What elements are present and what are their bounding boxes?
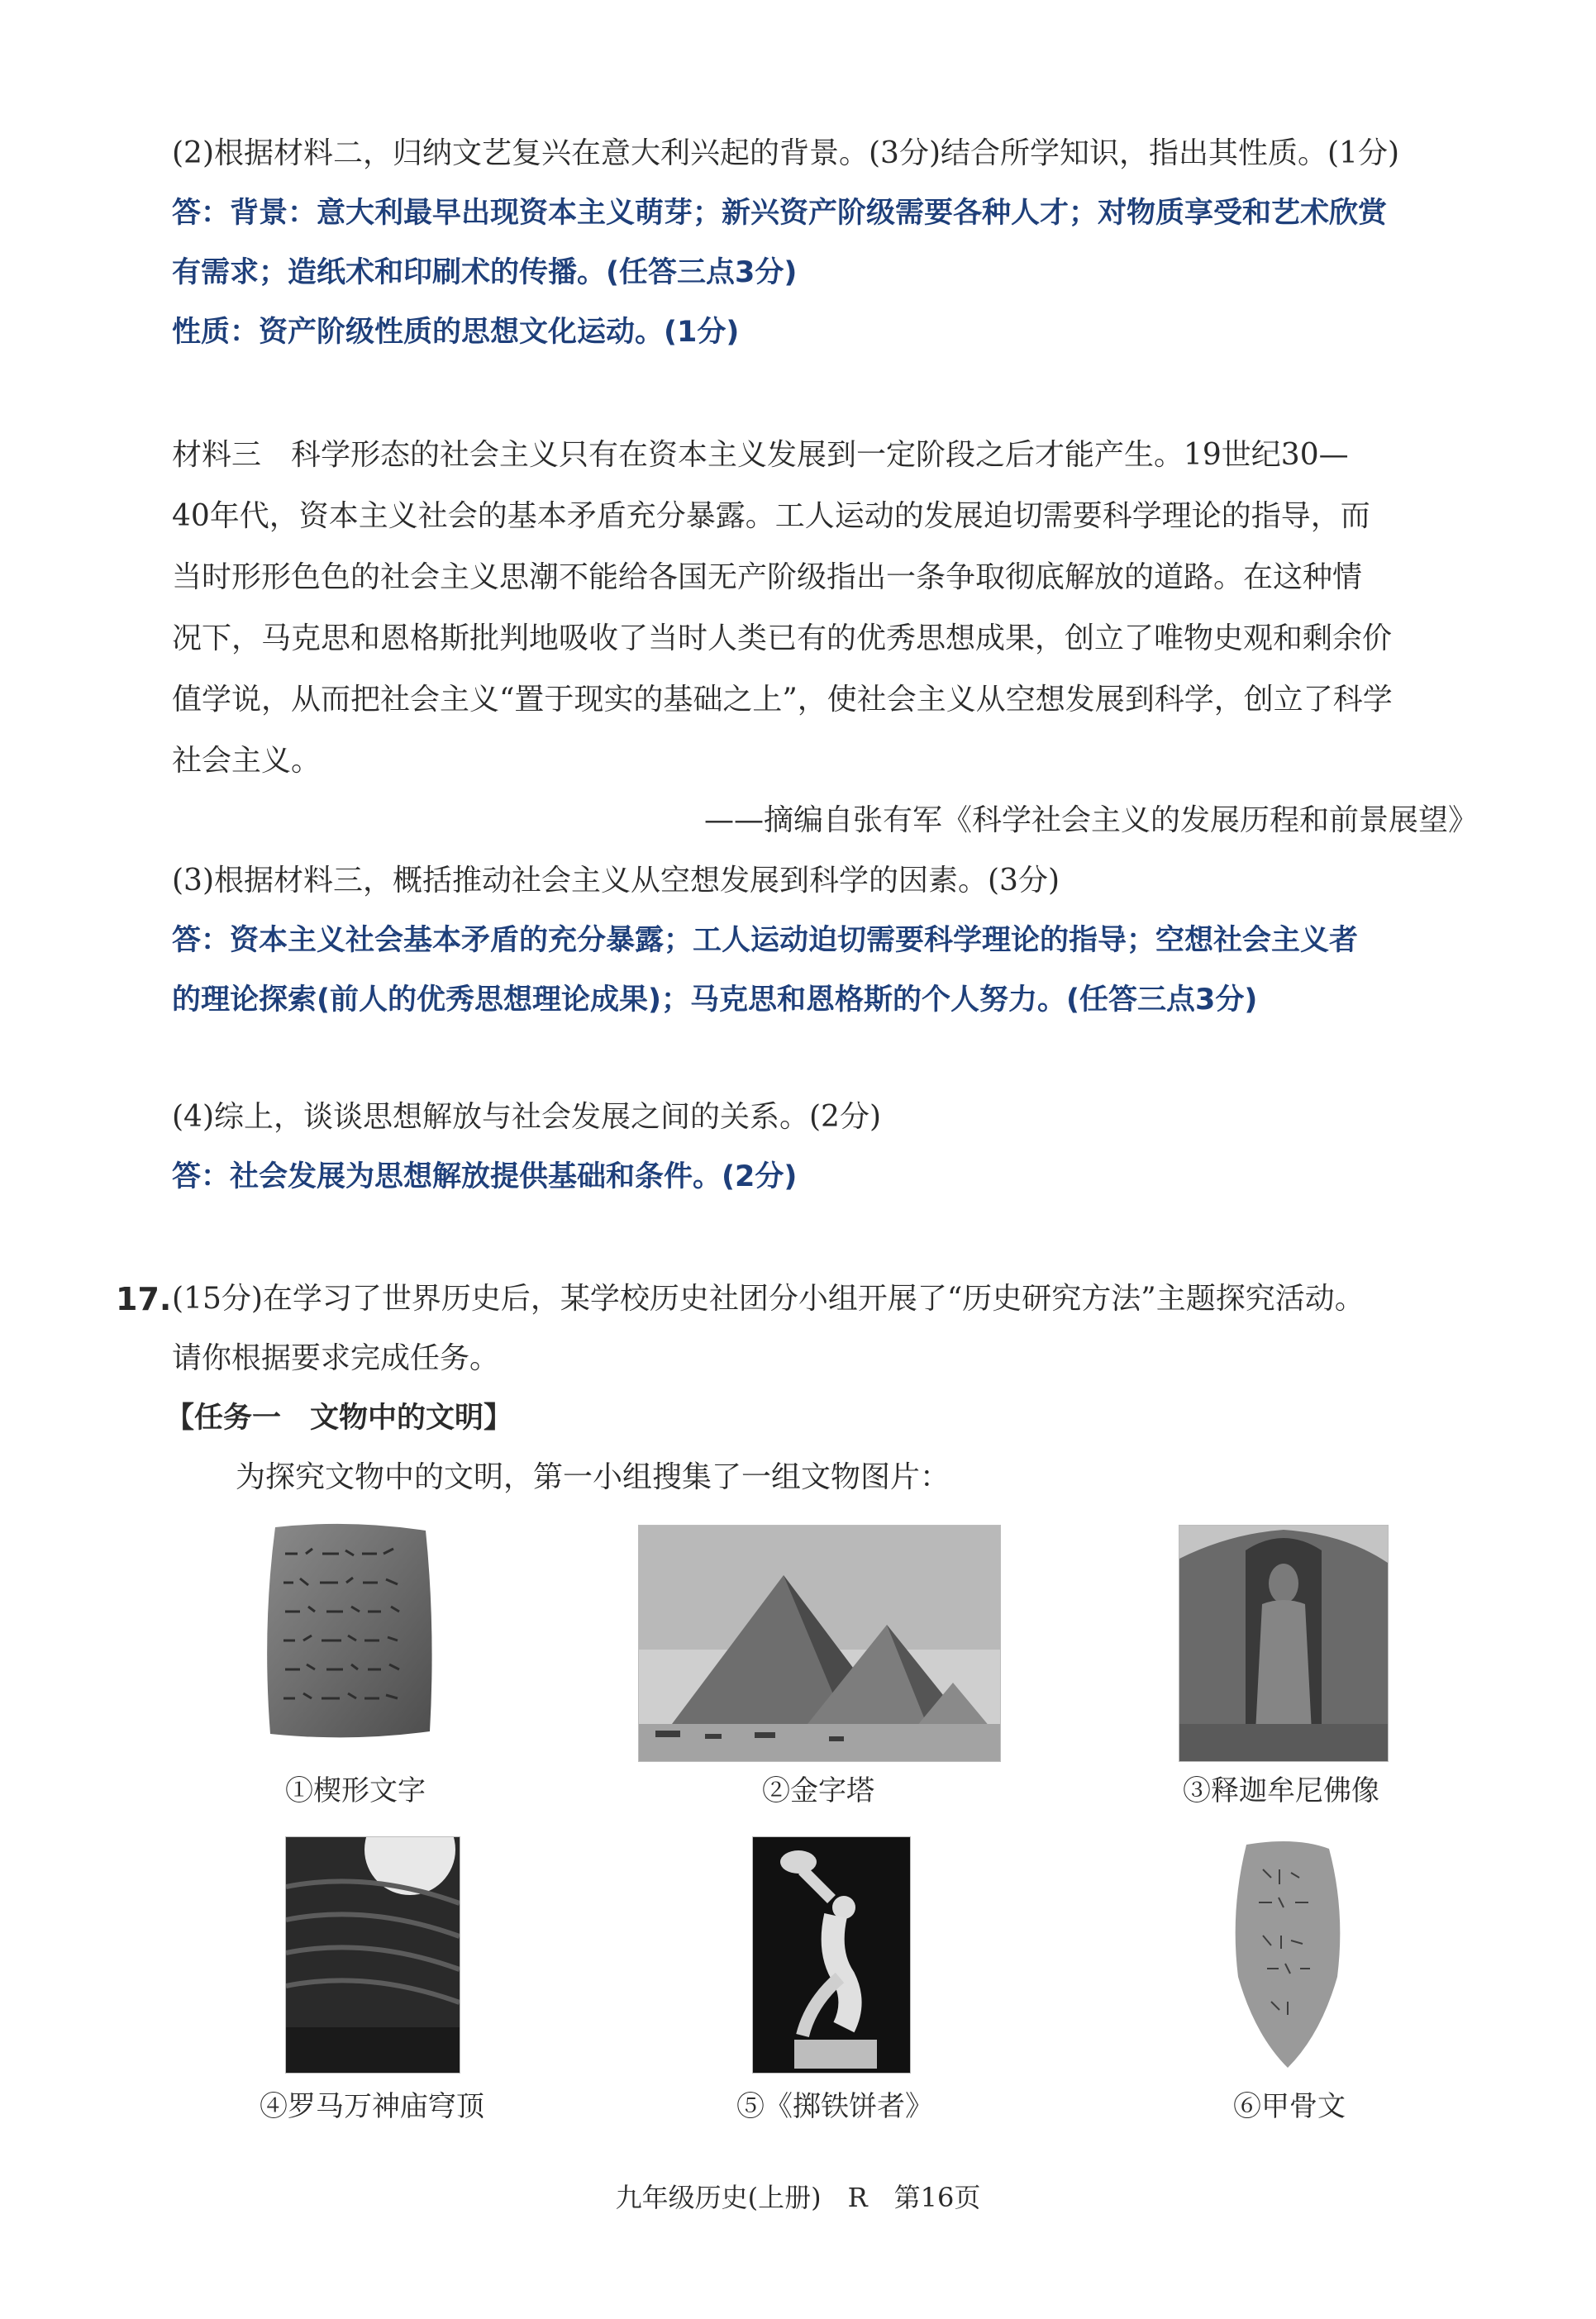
caption-discobolus: ⑤《掷铁饼者》 bbox=[736, 2090, 933, 2123]
material3-line4: 况下，马克思和恩格斯批判地吸收了当时人类已有的优秀思想成果，创立了唯物史观和剩余价 bbox=[172, 621, 1393, 655]
q3-answer-line2: 的理论探索(前人的优秀思想理论成果)；马克思和恩格斯的个人努力。(任答三点3分) bbox=[172, 983, 1258, 1017]
caption-cuneiform: ①楔形文字 bbox=[285, 1774, 426, 1807]
q2-nature-answer: 性质：资产阶级性质的思想文化运动。(1分) bbox=[172, 316, 740, 349]
material3-line5: 值学说，从而把社会主义“置于现实的基础之上”，使社会主义从空想发展到科学，创立了科学 bbox=[172, 683, 1393, 717]
q17-number: 17. bbox=[116, 1281, 172, 1317]
caption-pantheon: ④罗马万神庙穹顶 bbox=[260, 2090, 484, 2123]
material3-line1: 材料三 科学形态的社会主义只有在资本主义发展到一定阶段之后才能产生。19世纪30— bbox=[172, 438, 1349, 472]
q4-question: (4)综上，谈谈思想解放与社会发展之间的关系。(2分) bbox=[172, 1100, 881, 1134]
page-footer: 九年级历史(上册) R 第16页 bbox=[615, 2182, 981, 2213]
pyramids-image bbox=[638, 1525, 1001, 1762]
task1-intro: 为探究文物中的文明，第一小组搜集了一组文物图片： bbox=[236, 1460, 950, 1494]
caption-buddha: ③释迦牟尼佛像 bbox=[1183, 1774, 1379, 1807]
material3-line6: 社会主义。 bbox=[172, 744, 322, 778]
buddha-statue-image bbox=[1179, 1525, 1389, 1762]
q2-answer-line2: 有需求；造纸术和印刷术的传播。(任答三点3分) bbox=[172, 256, 798, 289]
q4-answer: 答：社会发展为思想解放提供基础和条件。(2分) bbox=[172, 1160, 798, 1193]
caption-oracle-bone: ⑥甲骨文 bbox=[1233, 2090, 1346, 2123]
q3-question: (3)根据材料三，概括推动社会主义从空想发展到科学的因素。(3分) bbox=[172, 864, 1060, 898]
q17-line2: 请你根据要求完成任务。 bbox=[172, 1341, 500, 1375]
q17-line1: (15分)在学习了世界历史后，某学校历史社团分小组开展了“历史研究方法”主题探究活动。 bbox=[172, 1282, 1365, 1316]
q2-answer-line1: 答：背景：意大利最早出现资本主义萌芽；新兴资产阶级需要各种人才；对物质享受和艺术欣赏 bbox=[172, 197, 1388, 230]
q3-answer-line1: 答：资本主义社会基本矛盾的充分暴露；工人运动迫切需要科学理论的指导；空想社会主义者 bbox=[172, 924, 1359, 957]
material3-source: ——摘编自张有军《科学社会主义的发展历程和前景展望》 bbox=[703, 803, 1478, 837]
cuneiform-tablet-image bbox=[260, 1521, 438, 1744]
caption-pyramids: ②金字塔 bbox=[762, 1774, 874, 1807]
discobolus-image bbox=[752, 1836, 911, 2074]
material3-line3: 当时形形色色的社会主义思潮不能给各国无产阶级指出一条争取彻底解放的道路。在这种情 bbox=[172, 560, 1363, 594]
q2-question: (2)根据材料二，归纳文艺复兴在意大利兴起的背景。(3分)结合所学知识，指出其性质。(1分) bbox=[172, 136, 1399, 170]
oracle-bone-image bbox=[1222, 1836, 1354, 2072]
material3-line2: 40年代，资本主义社会的基本矛盾充分暴露。工人运动的发展迫切需要科学理论的指导，而 bbox=[172, 499, 1370, 533]
task1-heading: 【任务一 文物中的文明】 bbox=[165, 1402, 513, 1435]
pantheon-dome-image bbox=[285, 1836, 460, 2074]
